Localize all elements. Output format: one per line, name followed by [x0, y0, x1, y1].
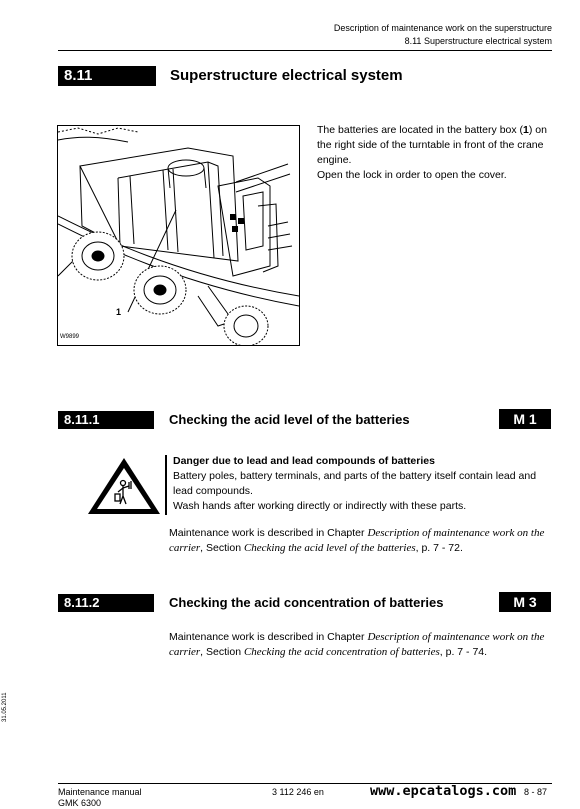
header-line-1: Description of maintenance work on the superstructure: [333, 23, 552, 33]
section-number-bar: [58, 66, 156, 86]
warning-text-2: Wash hands after working directly or indirectly with these parts.: [173, 500, 467, 512]
subsection-2-number: 8.11.2: [64, 595, 100, 610]
crane-illustration: [58, 126, 299, 345]
header-rule: [58, 50, 552, 51]
ref-1-suffix: , p. 7 - 72.: [415, 542, 463, 554]
subsection-2-number-bar: [58, 594, 154, 612]
reference-2: [169, 630, 554, 660]
subsection-1-title: Checking the acid level of the batteries: [169, 412, 410, 427]
maintenance-badge-m1: M 1: [499, 409, 551, 429]
footer-watermark: www.epcatalogs.com: [370, 783, 517, 799]
ref-1-section: Checking the acid level of the batteries: [243, 542, 416, 554]
ref-2-prefix: Maintenance work is described in Chapter: [169, 631, 368, 643]
intro-ref: 1: [523, 124, 529, 136]
maintenance-badge-m3: M 3: [499, 592, 551, 612]
footer-model: GMK 6300: [58, 798, 102, 808]
warning-block: [173, 454, 551, 514]
footer-left: [58, 787, 142, 809]
subsection-1-number: 8.11.1: [64, 412, 100, 427]
figure-id: W9899: [60, 334, 80, 340]
ref-2-mid: , Section: [200, 646, 244, 658]
footer-page: 8 - 87: [524, 787, 548, 797]
reference-1: [169, 526, 554, 556]
ref-2-section: Checking the acid concentration of batteries: [243, 646, 440, 658]
ref-1-chapter: Description of maintenance work on the carrier: [169, 527, 545, 554]
section-number: 8.11: [64, 67, 93, 84]
header-line-2: 8.11 Superstructure electrical system: [404, 36, 552, 46]
warning-rule: [165, 455, 167, 515]
intro-part-3: Open the lock in order to open the cover.: [317, 169, 507, 181]
battery-box-figure: [57, 125, 300, 346]
ref-1-prefix: Maintenance work is described in Chapter: [169, 527, 368, 539]
intro-part-2: ) on the right side of the turntable in front of the crane engine.: [317, 124, 547, 166]
ref-2-chapter: Description of maintenance work on the carrier: [169, 631, 545, 658]
ref-1-mid: , Section: [200, 542, 244, 554]
footer-manual: Maintenance manual: [58, 787, 142, 797]
warning-triangle-icon: [86, 456, 162, 516]
ref-2-suffix: , p. 7 - 74.: [439, 646, 488, 658]
subsection-2-title: Checking the acid concentration of batteries: [169, 595, 444, 610]
running-header: [334, 22, 552, 48]
intro-text: [317, 123, 557, 183]
warning-heading: Danger due to lead and lead compounds of batteries: [173, 455, 435, 467]
figure-callout: 1: [116, 307, 122, 317]
section-title: Superstructure electrical system: [170, 67, 403, 84]
side-date: 31.05.2011: [2, 692, 8, 722]
intro-part-1: The batteries are located in the battery box (: [317, 124, 524, 136]
warning-text-1: Battery poles, battery terminals, and parts of the battery itself contain lead and lead compounds.: [173, 470, 537, 497]
footer-doc-number: 3 112 246 en: [272, 787, 324, 797]
subsection-1-number-bar: [58, 411, 154, 429]
